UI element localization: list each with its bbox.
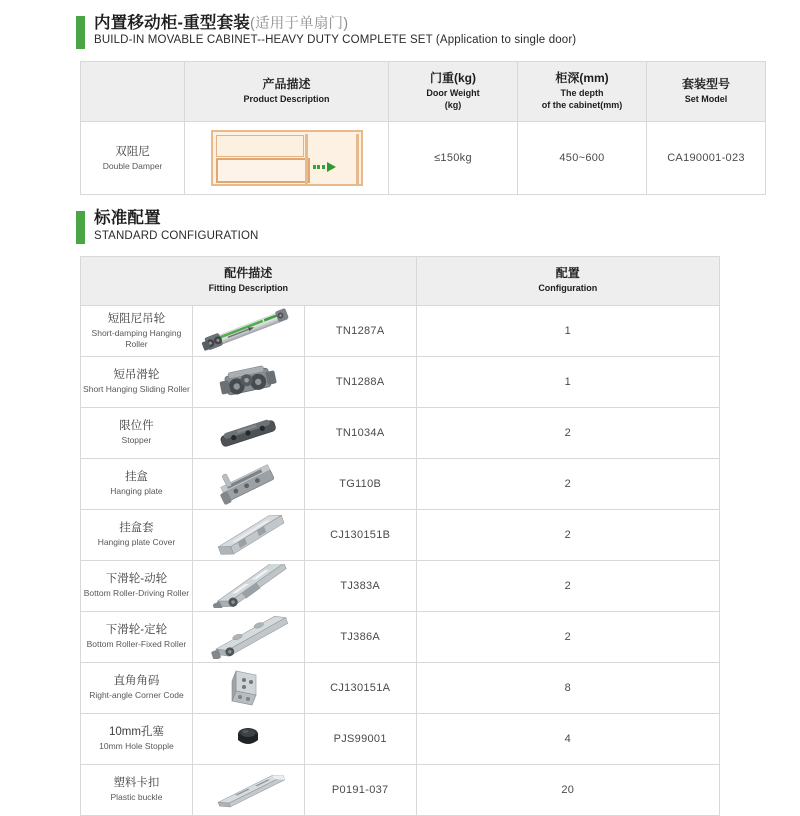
fitting-table — [80, 256, 720, 816]
table-row — [81, 408, 720, 459]
fitting-cell-name: 挂盒套 Hanging plate Cover — [81, 510, 193, 561]
fitting-cell-image — [192, 714, 304, 765]
slide-direction-arrow-icon — [313, 162, 337, 172]
plastic-buckle-plate-icon — [193, 766, 304, 814]
spec-cell-depth — [518, 122, 647, 195]
spec-header-product-description — [185, 62, 389, 122]
table-row — [81, 561, 720, 612]
spec-header-depth-cn: 柜深(mm) — [555, 71, 609, 85]
section-heading-standard-configuration — [0, 209, 800, 244]
hanging-plate-bracket-icon — [193, 460, 304, 508]
table-row — [81, 663, 720, 714]
spec-header-door-weight — [389, 62, 518, 122]
spec-cell-door-weight — [389, 122, 518, 195]
spec-header-door-weight-en-l1: Door Weight — [426, 88, 480, 98]
spec-header-depth-en — [522, 88, 642, 111]
section1-title-cn-main: 内置移动柜-重型套装 — [94, 14, 250, 32]
spec-table-row — [81, 122, 766, 195]
fitting-cell-model: PJS99001 — [304, 714, 416, 765]
fitting-cell-image — [192, 765, 304, 816]
fitting-cell-model: TJ386A — [304, 612, 416, 663]
fitting-cell-model: P0191-037 — [304, 765, 416, 816]
cabinet-upper-shelf — [216, 135, 304, 157]
section2-title-en: STANDARD CONFIGURATION — [94, 229, 259, 242]
spec-cell-set-model — [647, 122, 766, 195]
fitting-cell-qty: 20 — [416, 765, 719, 816]
spec-header-product-description-spacer — [81, 62, 185, 122]
fitting-cell-qty: 2 — [416, 510, 719, 561]
fitting-cell-name: 下滑轮-动轮 Bottom Roller-Driving Roller — [81, 561, 193, 612]
spec-cell-door-weight-value: ≤150kg — [434, 152, 472, 165]
spec-header-door-weight-en — [393, 88, 513, 111]
fitting-cell-qty: 2 — [416, 612, 719, 663]
fitting-table-wrapper — [80, 256, 720, 816]
dark-stopper-bar-icon — [193, 409, 304, 457]
spec-cell-product-name — [81, 122, 185, 195]
spec-header-set-model — [647, 62, 766, 122]
fitting-cell-name: 下滑轮-定轮 Bottom Roller-Fixed Roller — [81, 612, 193, 663]
spec-header-depth-en-l2: of the cabinet(mm) — [541, 99, 623, 110]
angle-bracket-icon — [193, 664, 304, 712]
accent-bar-icon-2 — [76, 211, 85, 244]
spec-table — [80, 61, 766, 195]
accent-bar-icon — [76, 16, 85, 49]
spec-cell-diagram — [185, 122, 389, 195]
fitting-cell-image — [192, 459, 304, 510]
fitting-header-description-en: Fitting Description — [208, 283, 289, 294]
round-hole-plug-icon — [193, 715, 304, 763]
fitting-cell-name: 塑料卡扣 Plastic buckle — [81, 765, 193, 816]
fitting-cell-name: 直角角码 Right-angle Corner Code — [81, 663, 193, 714]
table-row — [81, 714, 720, 765]
fitting-cell-qty: 2 — [416, 561, 719, 612]
fitting-cell-qty: 4 — [416, 714, 719, 765]
section-heading-movable-cabinet — [0, 14, 800, 49]
fitting-cell-image — [192, 306, 304, 357]
fitting-cell-qty: 2 — [416, 408, 719, 459]
fitting-table-body — [81, 306, 720, 816]
spec-table-header-row — [81, 62, 766, 122]
fitting-cell-qty: 1 — [416, 306, 719, 357]
fitting-cell-name: 10mm孔塞 10mm Hole Stopple — [81, 714, 193, 765]
u-channel-cover-icon — [193, 511, 304, 559]
spec-header-door-weight-cn: 门重(kg) — [430, 71, 476, 85]
spec-header-depth-en-l1: The depth — [560, 88, 604, 98]
fitting-cell-name: 短阻尼吊轮 Short-damping Hanging Roller — [81, 306, 193, 357]
fitting-header-description — [81, 257, 417, 306]
spec-cell-product-name-cn: 双阻尼 — [115, 145, 150, 158]
fitting-cell-model: CJ130151B — [304, 510, 416, 561]
fitting-cell-image — [192, 510, 304, 561]
fitting-cell-model: TN1287A — [304, 306, 416, 357]
double-wheel-carriage-icon — [193, 358, 304, 406]
bottom-fixed-roller-icon — [193, 613, 304, 661]
spec-header-product-description-cn: 产品描述 — [262, 76, 311, 91]
fitting-cell-name: 限位件 Stopper — [81, 408, 193, 459]
spec-header-set-model-cn: 套装型号 — [681, 76, 730, 91]
fitting-cell-image — [192, 612, 304, 663]
fitting-cell-image — [192, 561, 304, 612]
table-row — [81, 765, 720, 816]
spec-header-product-description-en: Product Description — [243, 93, 330, 104]
fitting-header-configuration-en: Configuration — [538, 283, 598, 294]
cabinet-right-edge — [356, 134, 359, 184]
fitting-header-configuration — [416, 257, 719, 306]
fitting-header-configuration-cn: 配置 — [555, 266, 580, 281]
fitting-cell-qty: 2 — [416, 459, 719, 510]
spec-cell-depth-value: 450~600 — [559, 152, 605, 165]
fitting-header-description-cn: 配件描述 — [224, 266, 273, 281]
table-row — [81, 459, 720, 510]
fitting-cell-model: TN1034A — [304, 408, 416, 459]
cabinet-center-divider — [305, 134, 308, 184]
fitting-cell-qty: 8 — [416, 663, 719, 714]
section2-title-cn: 标准配置 — [94, 209, 161, 228]
fitting-cell-model: CJ130151A — [304, 663, 416, 714]
fitting-cell-model: TN1288A — [304, 357, 416, 408]
sliding-cabinet-diagram-icon — [211, 130, 363, 186]
spec-header-depth — [518, 62, 647, 122]
table-row — [81, 357, 720, 408]
spec-cell-product-name-en: Double Damper — [102, 160, 163, 171]
fitting-cell-model: TG110B — [304, 459, 416, 510]
section1-title-en: BUILD-IN MOVABLE CABINET--HEAVY DUTY COMPLETE SET (Application to single door) — [94, 34, 577, 47]
table-row — [81, 612, 720, 663]
fitting-cell-image — [192, 408, 304, 459]
fitting-cell-name: 短吊滑轮 Short Hanging Sliding Roller — [81, 357, 193, 408]
fitting-cell-qty: 1 — [416, 357, 719, 408]
table-row — [81, 306, 720, 357]
bottom-driving-roller-icon — [193, 562, 304, 610]
spec-table-wrapper — [80, 61, 745, 195]
table-row — [81, 510, 720, 561]
cabinet-lower-shelf — [216, 158, 310, 183]
spec-header-door-weight-en-l2: (kg) — [444, 99, 462, 110]
spec-cell-set-model-value: CA190001-023 — [667, 152, 745, 165]
section1-title-cn-paren: (适用于单扇门) — [250, 16, 349, 32]
fitting-cell-name: 挂盒 Hanging plate — [81, 459, 193, 510]
section1-title-cn — [94, 14, 576, 32]
fitting-table-header-row — [81, 257, 720, 306]
long-damping-rail-icon — [193, 307, 304, 355]
fitting-cell-model: TJ383A — [304, 561, 416, 612]
spec-header-set-model-en: Set Model — [684, 93, 728, 104]
fitting-cell-image — [192, 663, 304, 714]
fitting-cell-image — [192, 357, 304, 408]
